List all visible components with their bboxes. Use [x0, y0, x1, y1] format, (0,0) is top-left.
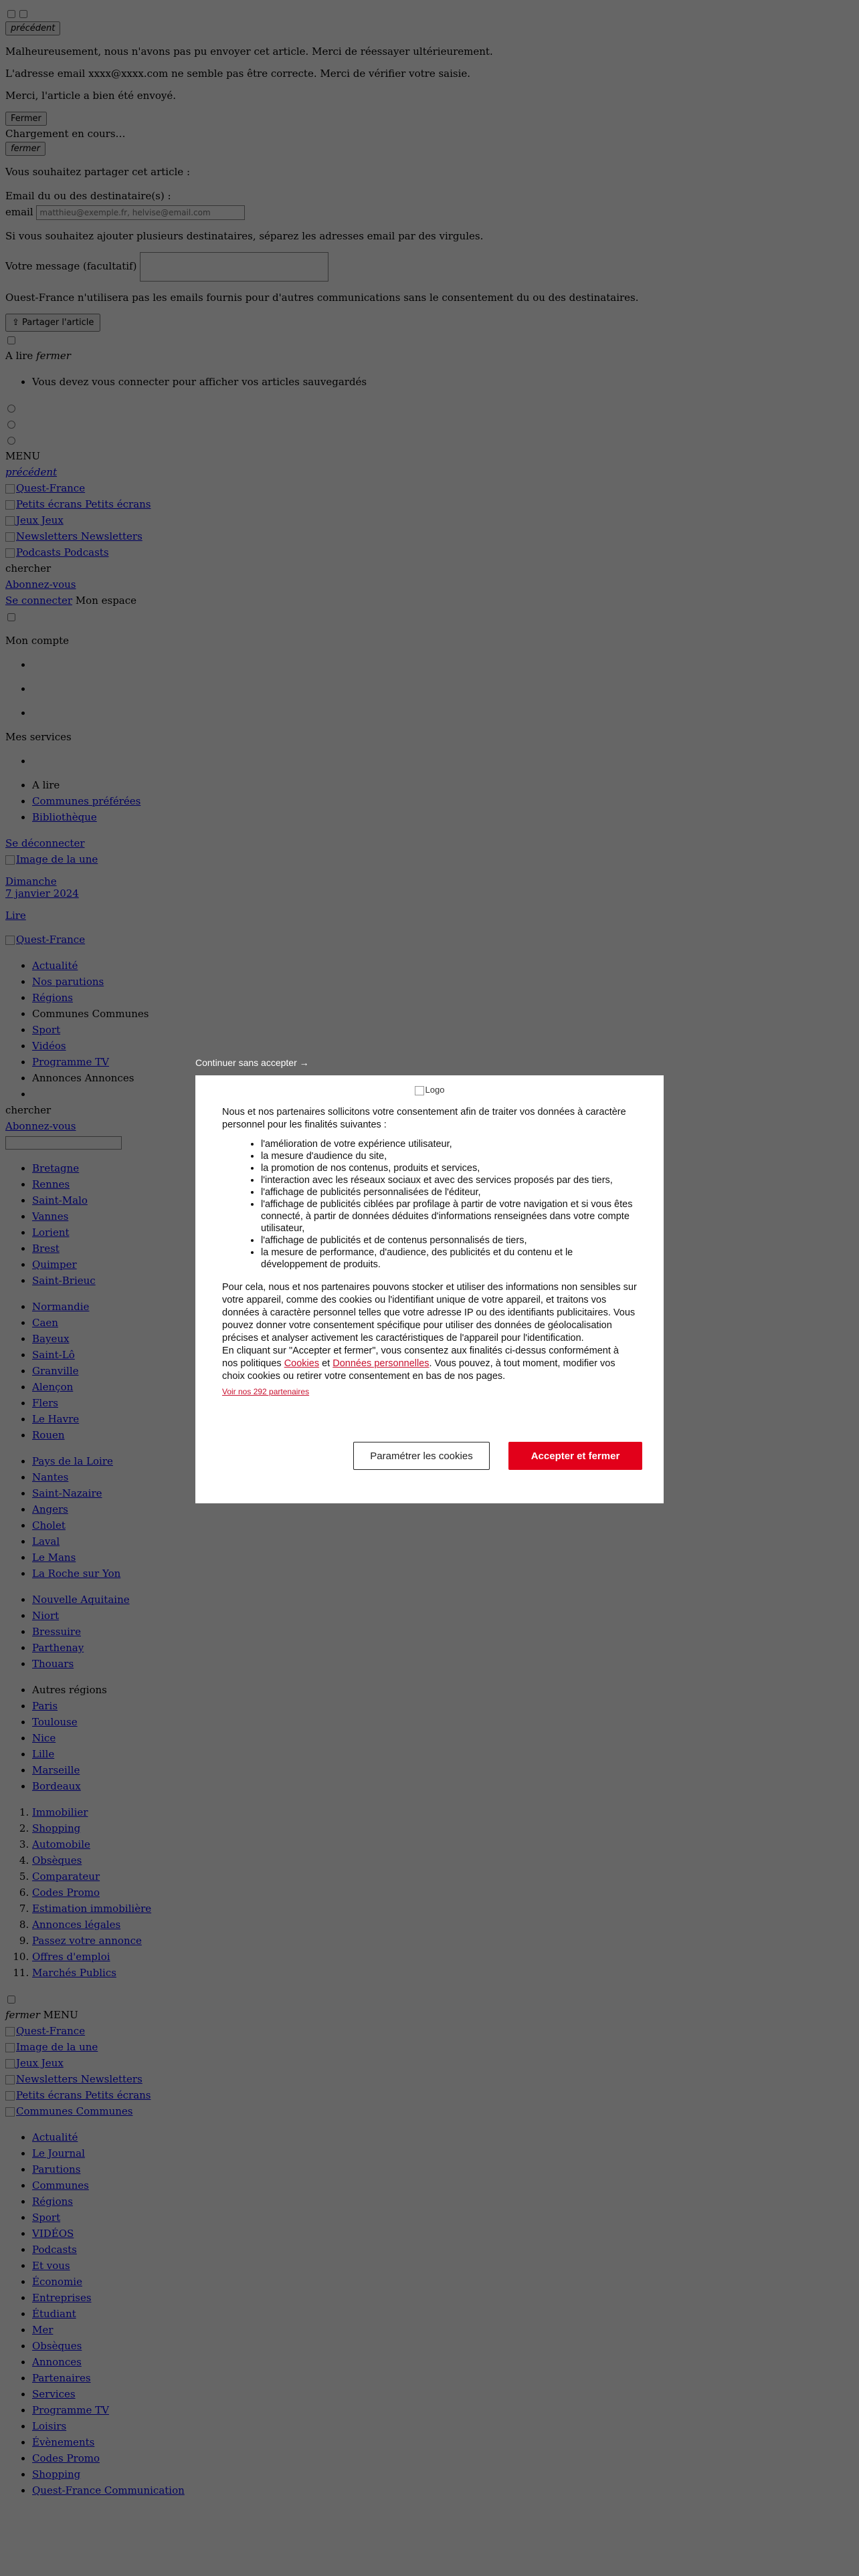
- continue-without-accepting-link[interactable]: Continuer sans accepter →: [195, 1057, 309, 1068]
- consent-dialog-wrapper: [195, 1055, 664, 1503]
- purpose-item: • l'interaction avec les réseaux sociaux et avec des services proposés par des tiers,: [261, 1174, 637, 1186]
- consent-and-text: et: [319, 1358, 333, 1369]
- consent-intro: Nous et nos partenaires sollicitons votre consentement afin de traiter vos données à caractère personnel pour les finalités suivantes :: [222, 1107, 626, 1130]
- consent-storage-text: Pour cela, nous et nos partenaires pouvons stocker et utiliser des informations non sensibles sur votre appareil, comme des cookies ou l'identifiant unique de votre appareil, et traitons vos données à caractère personnel telles que votre adresse IP ou des identifiants publicitaires. Vous pouvez donner votre consentement spécifique pour utiliser des données de géolocalisation précises et analyser activement les caractéristiques de l'appareil pour l'identification.: [222, 1282, 637, 1344]
- consent-modal: [195, 1075, 664, 1503]
- personal-data-link[interactable]: Données personnelles: [332, 1358, 430, 1369]
- purpose-item: • la promotion de nos contenus, produits et services,: [261, 1162, 637, 1174]
- purpose-item: • la mesure d'audience du site,: [261, 1150, 637, 1162]
- consent-purposes: [222, 1138, 637, 1271]
- consent-details: [222, 1281, 637, 1398]
- configure-cookies-button[interactable]: Paramétrer les cookies: [353, 1442, 490, 1470]
- purpose-item: • la mesure de performance, d'audience, des publicités et du contenu et le développement de produits.: [261, 1247, 637, 1271]
- partners-link[interactable]: Voir nos 292 partenaires: [222, 1387, 310, 1396]
- consent-accept-text: En cliquant sur "Accepter et fermer", vous consentez aux finalités ci-dessus conformément à nos politiques: [222, 1346, 619, 1369]
- cookies-policy-link[interactable]: Cookies: [284, 1358, 320, 1369]
- purpose-item: • l'affichage de publicités personnalisées de l'éditeur,: [261, 1186, 637, 1198]
- logo-alt-text: Logo: [425, 1085, 445, 1095]
- logo-icon: [415, 1086, 424, 1095]
- purpose-item: • l'amélioration de votre expérience utilisateur,: [261, 1138, 637, 1150]
- accept-and-close-button[interactable]: Accepter et fermer: [508, 1442, 642, 1470]
- logo-image: [222, 1085, 637, 1097]
- purpose-item: • l'affichage de publicités et de contenus personnalisés de tiers,: [261, 1235, 637, 1247]
- purpose-item: • l'affichage de publicités ciblées par profilage à partir de votre navigation et si vous êtes connecté, à partir de données déduites d'informations renseignées dans votre compte utilisateur,: [261, 1198, 637, 1235]
- consent-withdraw-text: . Vous pouvez, à tout moment, modifier vos choix cookies ou retirer votre consentement en bas de nos pages.: [222, 1358, 615, 1382]
- consent-buttons: [353, 1442, 642, 1470]
